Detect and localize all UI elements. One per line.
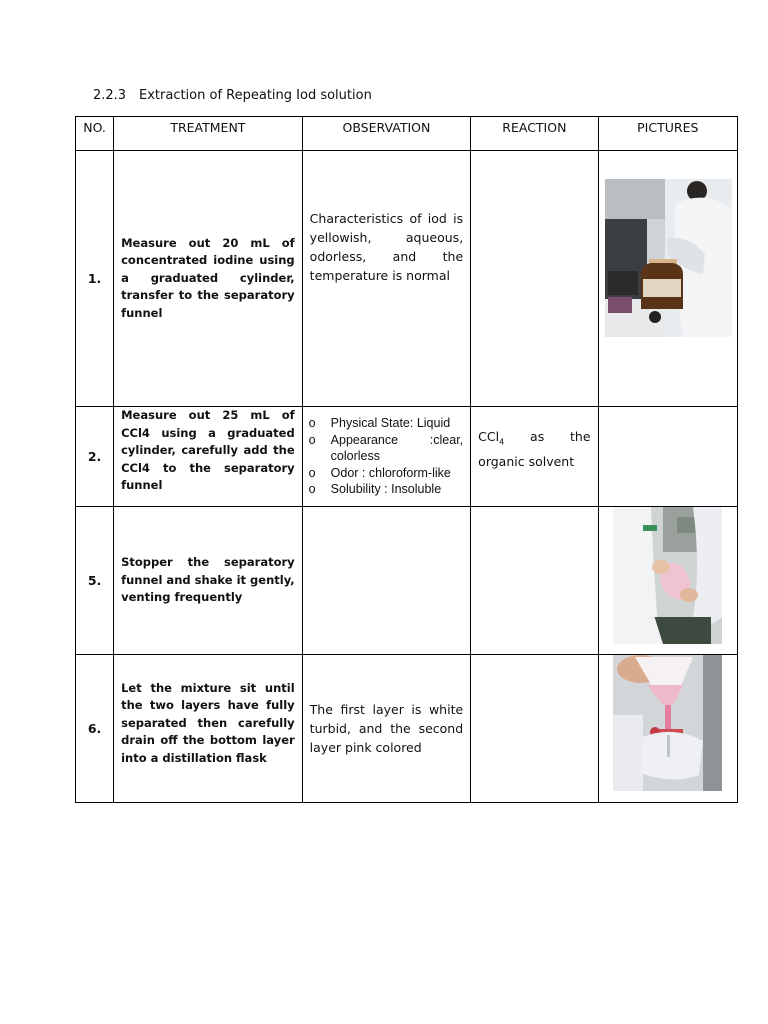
list-bullet: o [308,465,316,480]
row-number: 2. [76,407,114,507]
row-number: 6. [76,655,114,803]
header-treatment: TREATMENT [114,117,303,151]
list-bullet: o [308,482,316,497]
reaction-subscript: 4 [499,437,505,447]
list-text: Appearance :clear, colorless [330,432,464,464]
reaction-text [478,427,590,473]
section-title: Extraction of Repeating Iod solution [139,88,372,103]
header-no: NO. [76,117,114,151]
picture-cell [598,151,737,407]
observation-cell [302,407,471,507]
treatment-cell [114,655,303,803]
observation-text: Characteristics of iod is yellowish, aqueous, odorless, and the temperature is normal [309,210,464,283]
table-row [76,407,738,507]
header-pictures: PICTURES [598,117,737,151]
photo-shaking-funnel [613,507,722,644]
list-text: Odor : chloroform-like [330,465,451,480]
section-heading [93,88,372,103]
treatment-cell: Stopper the separatory funnel and shake it gently, venting frequently [114,507,303,655]
reaction-description: as the organic solvent [478,428,591,470]
reaction-cell [471,151,598,407]
photo-iodine-bottle [605,179,732,337]
lab-table [75,116,738,803]
header-observation: OBSERVATION [302,117,471,151]
table-row [76,507,738,655]
row-number: 1. [76,151,114,407]
treatment-cell [114,407,303,507]
reaction-cell [471,655,598,803]
observation-list [303,415,471,498]
table-row [76,655,738,803]
list-text: Physical State: Liquid [330,416,451,431]
list-item [309,415,464,432]
list-bullet: o [308,432,316,447]
list-item [309,481,464,498]
picture-cell [598,507,737,655]
header-reaction: REACTION [471,117,598,151]
section-number: 2.2.3 [93,88,127,103]
list-bullet: o [308,416,316,431]
treatment-text: Let the mixture sit until the two layers have fully separated then carefully drain off the bottom layer into a distillation flask [121,680,295,765]
list-item [309,465,464,482]
photo-separated-layers [613,655,722,791]
table-row [76,151,738,407]
picture-cell [598,407,737,507]
observation-cell: The first layer is white turbid, and the second layer pink colored [302,655,471,803]
picture-cell [598,655,737,803]
treatment-cell: Measure out 20 mL of concentrated iodine using a graduated cylinder, transfer to the separatory funnel [114,151,303,407]
observation-cell [302,507,471,655]
list-item [309,432,464,465]
list-text: Solubility : Insoluble [330,482,442,497]
treatment-text: Measure out 25 mL of CCl4 using a graduated cylinder, carefully add the CCl4 to the separatory funnel [121,408,295,493]
reaction-cell [471,507,598,655]
table-header-row [76,117,738,151]
reaction-formula: CCl [478,428,500,444]
reaction-cell [471,407,598,507]
observation-cell [302,151,471,407]
row-number: 5. [76,507,114,655]
